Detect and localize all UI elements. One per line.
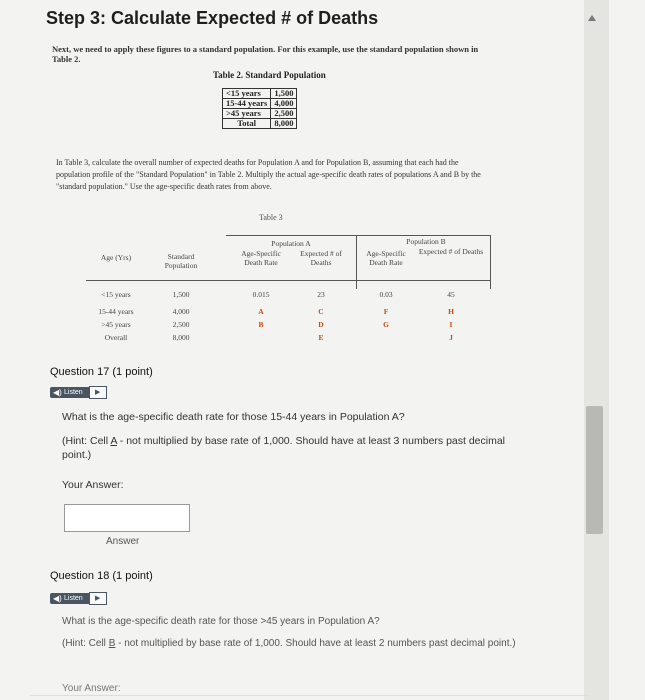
table-cell: 2,500	[271, 109, 297, 119]
table-cell: >45 years	[223, 109, 271, 119]
cell-age: <15 years	[101, 290, 131, 299]
listen-button[interactable]	[50, 593, 107, 604]
cell-exp-a: C	[318, 307, 324, 316]
cell-age: 15-44 years	[98, 307, 134, 316]
cell-exp-a: D	[318, 320, 324, 329]
cell-rate-b: G	[383, 320, 389, 329]
table-row	[223, 109, 297, 119]
header-age: Age (Yrs)	[100, 253, 132, 262]
cell-rate-a: B	[258, 320, 264, 329]
question-18-hint	[62, 637, 522, 651]
hint-text: (Hint: Cell	[62, 435, 111, 447]
speaker-icon: ◀)	[53, 388, 62, 397]
cell-exp-a: E	[318, 333, 324, 342]
hint-text: - not multiplied by base rate of 1,000. Should have at least 2 numbers past decimal point.)	[115, 638, 516, 649]
standard-population-table	[222, 88, 297, 129]
hint-cell: B	[108, 638, 116, 649]
cell-std: 2,500	[172, 320, 190, 329]
cell-exp-b: I	[449, 320, 453, 329]
scroll-up-icon[interactable]	[588, 15, 596, 21]
header-expected-a: Expected # of Deaths	[300, 249, 342, 267]
cell-age: Overall	[104, 333, 128, 342]
divider	[30, 695, 590, 696]
table-cell: Total	[223, 119, 271, 129]
header-population-b: Population B	[406, 237, 446, 246]
table-row	[223, 99, 297, 109]
answer-button[interactable]: Answer	[106, 536, 140, 547]
table-rule	[490, 235, 491, 289]
cell-rate-a: 0.015	[252, 290, 270, 299]
page-title: Step 3: Calculate Expected # of Deaths	[46, 8, 379, 28]
question-17-hint	[62, 434, 522, 462]
speaker-icon: ◀)	[53, 594, 62, 603]
table-cell: <15 years	[223, 89, 271, 99]
table-cell: 1,500	[271, 89, 297, 99]
scrollbar[interactable]	[584, 0, 609, 700]
answer-input[interactable]	[64, 504, 190, 532]
intro-text: Next, we need to apply these figures to a standard population. For this example, use the standard population shown in Table 2.	[52, 44, 479, 64]
header-population-a: Population A	[271, 239, 311, 248]
your-answer-label: Your Answer:	[62, 479, 124, 491]
table-rule	[226, 235, 490, 236]
listen-label: Listen	[64, 389, 83, 396]
question-17-text: What is the age-specific death rate for those 15-44 years in Population A?	[62, 411, 405, 423]
cell-exp-b: J	[449, 333, 453, 342]
question-17-title: Question 17 (1 point)	[50, 366, 153, 378]
cell-rate-a: A	[258, 307, 264, 316]
table-cell: 15-44 years	[223, 99, 271, 109]
hint-text: - not multiplied by base rate of 1,000. Should have at least 3 numbers past decimal point.)	[62, 435, 506, 461]
your-answer-label: Your Answer:	[62, 683, 121, 694]
header-standard-population: Standard Population	[164, 252, 198, 270]
instructions-text: In Table 3, calculate the overall number of expected deaths for Population A and for Population B, assuming that each had the population profile of the "Standard Population" in Table 2. Multiply the actual age-specific death rates of populations A and B by the "standard population." Use the age-specific death rates from above.	[56, 158, 481, 191]
scrollbar-thumb[interactable]	[586, 406, 603, 534]
table-rule	[86, 280, 490, 281]
listen-label: Listen	[64, 595, 83, 602]
cell-exp-a: 23	[317, 290, 325, 299]
play-icon[interactable]: ▶	[89, 386, 107, 399]
hint-text: (Hint: Cell	[62, 638, 109, 649]
cell-std: 8,000	[172, 333, 190, 342]
question-18-title: Question 18 (1 point)	[50, 570, 153, 582]
cell-std: 4,000	[172, 307, 190, 316]
header-rate-b: Age-Specific Death Rate	[366, 249, 406, 267]
cell-rate-b: 0.03	[379, 290, 393, 299]
question-18-text: What is the age-specific death rate for those >45 years in Population A?	[62, 616, 380, 627]
listen-button[interactable]	[50, 387, 107, 398]
cell-rate-b: F	[383, 307, 389, 316]
hint-cell: A	[110, 435, 117, 447]
header-rate-a: Age-Specific Death Rate	[241, 249, 281, 267]
expected-deaths-table	[86, 233, 490, 343]
cell-std: 1,500	[172, 290, 190, 299]
cell-age: >45 years	[101, 320, 131, 329]
cell-exp-b: H	[448, 307, 454, 316]
table-row	[223, 89, 297, 99]
table3-title: Table 3	[259, 213, 283, 222]
table-cell: 8,000	[271, 119, 297, 129]
table2-title: Table 2. Standard Population	[213, 70, 326, 80]
table-cell: 4,000	[271, 99, 297, 109]
cell-exp-b: 45	[447, 290, 455, 299]
table-row	[223, 119, 297, 129]
play-icon[interactable]: ▶	[89, 592, 107, 605]
header-expected-b: Expected # of Deaths	[418, 247, 484, 256]
